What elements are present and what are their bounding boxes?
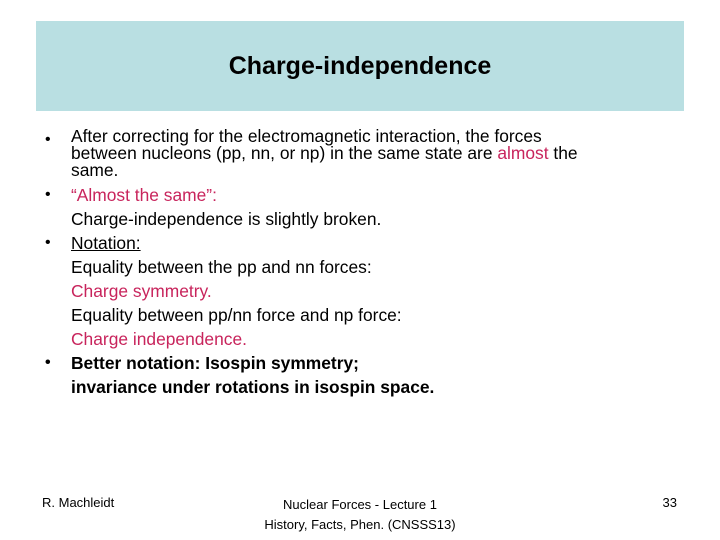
bullet-text: Equality between the pp and nn forces: — [71, 257, 372, 277]
bullet-text: Equality between pp/nn force and np force: — [71, 305, 402, 325]
bullet-text: invariance under rotations in isospin space. — [71, 377, 435, 397]
page-number: 33 — [662, 495, 677, 510]
bullet-heading: “Almost the same”: — [71, 185, 217, 205]
emphasis-almost: almost — [497, 143, 549, 163]
bullet-text: After correcting for the electromagnetic interaction, the forces — [71, 126, 542, 146]
bullet-item-almost-same — [45, 183, 675, 231]
footer-course-line: Nuclear Forces - Lecture 1 — [283, 497, 437, 512]
term-charge-symmetry: Charge symmetry. — [71, 281, 212, 301]
bullet-text: Better notation: Isospin symmetry; — [71, 353, 359, 373]
bullet-text-part: the — [548, 143, 578, 163]
bullet-marker: • — [45, 131, 51, 148]
bullet-item-charge-correction — [45, 128, 675, 179]
notation-label: Notation: — [71, 233, 141, 253]
footer-course — [210, 495, 510, 535]
term-charge-independence: Charge independence. — [71, 329, 247, 349]
bullet-marker: • — [45, 234, 51, 251]
bullet-marker: • — [45, 354, 51, 371]
slide-title: Charge-independence — [228, 51, 492, 80]
footer-author: R. Machleidt — [42, 495, 115, 510]
bullet-item-notation — [45, 231, 675, 351]
title-band — [36, 21, 684, 111]
bullet-marker: • — [45, 186, 51, 203]
footer-course-line: History, Facts, Phen. (CNSSS13) — [264, 517, 456, 532]
bullet-text — [71, 145, 675, 162]
bullet-item-isospin — [45, 351, 675, 399]
bullet-text: Charge-independence is slightly broken. — [71, 209, 382, 229]
bullet-list — [45, 128, 675, 399]
bullet-heading — [71, 231, 675, 255]
bullet-text-part: between nucleons (pp, nn, or np) in the same state are — [71, 143, 498, 163]
bullet-text: same. — [71, 160, 119, 180]
